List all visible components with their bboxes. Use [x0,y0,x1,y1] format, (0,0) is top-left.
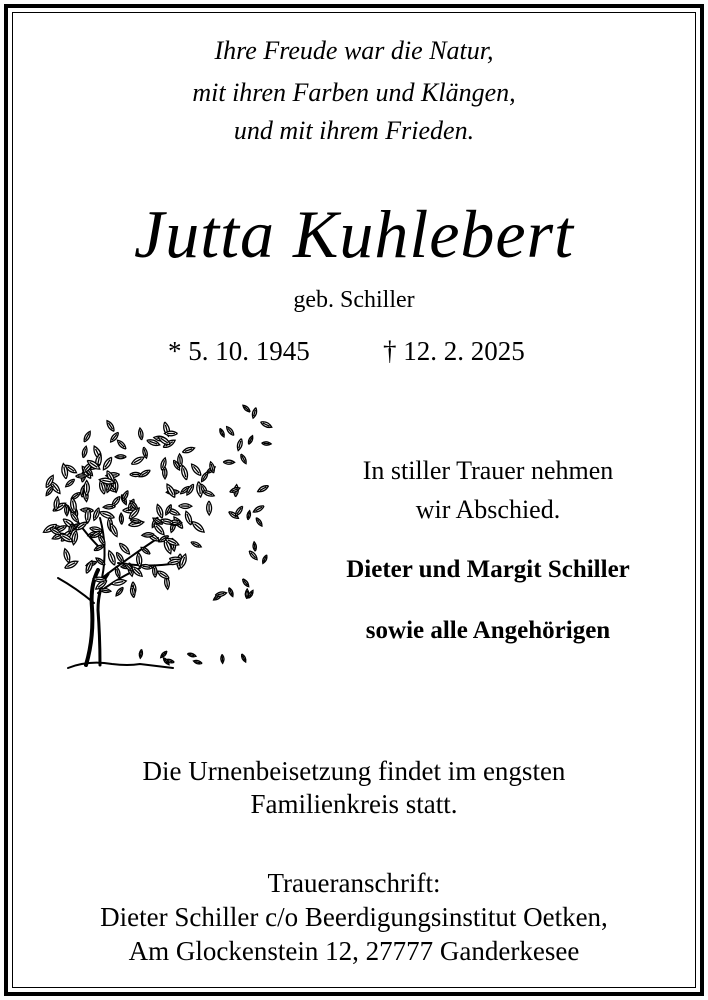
relatives-line: sowie alle Angehörigen [365,617,611,644]
motto-line-2: mit ihren Farben und Klängen, [192,78,516,107]
burial-notice-line-2: Familienkreis statt. [250,789,458,819]
address-line-2: Am Glockenstein 12, 27777 Ganderkesee [128,936,580,966]
windblown-tree-icon [28,388,280,678]
family-names: Dieter und Margit Schiller [346,556,630,583]
maiden-name: geb. Schiller [293,287,415,313]
burial-notice-line-1: Die Urnenbeisetzung findet im engsten [142,756,566,786]
birth-date: * 5. 10. 1945 [168,336,310,366]
motto-line-1: Ihre Freude war die Natur, [214,36,494,65]
deceased-name: Jutta Kuhlebert [134,196,574,272]
address-line-1: Dieter Schiller c/o Beerdigungsinstitut Oetken, [100,902,608,932]
mourning-line-1: In stiller Trauer nehmen [362,456,614,485]
mourning-line-2: wir Abschied. [415,495,561,524]
address-label: Traueranschrift: [267,868,441,898]
death-date: † 12. 2. 2025 [383,336,525,366]
motto-line-3: und mit ihrem Frieden. [233,116,475,145]
